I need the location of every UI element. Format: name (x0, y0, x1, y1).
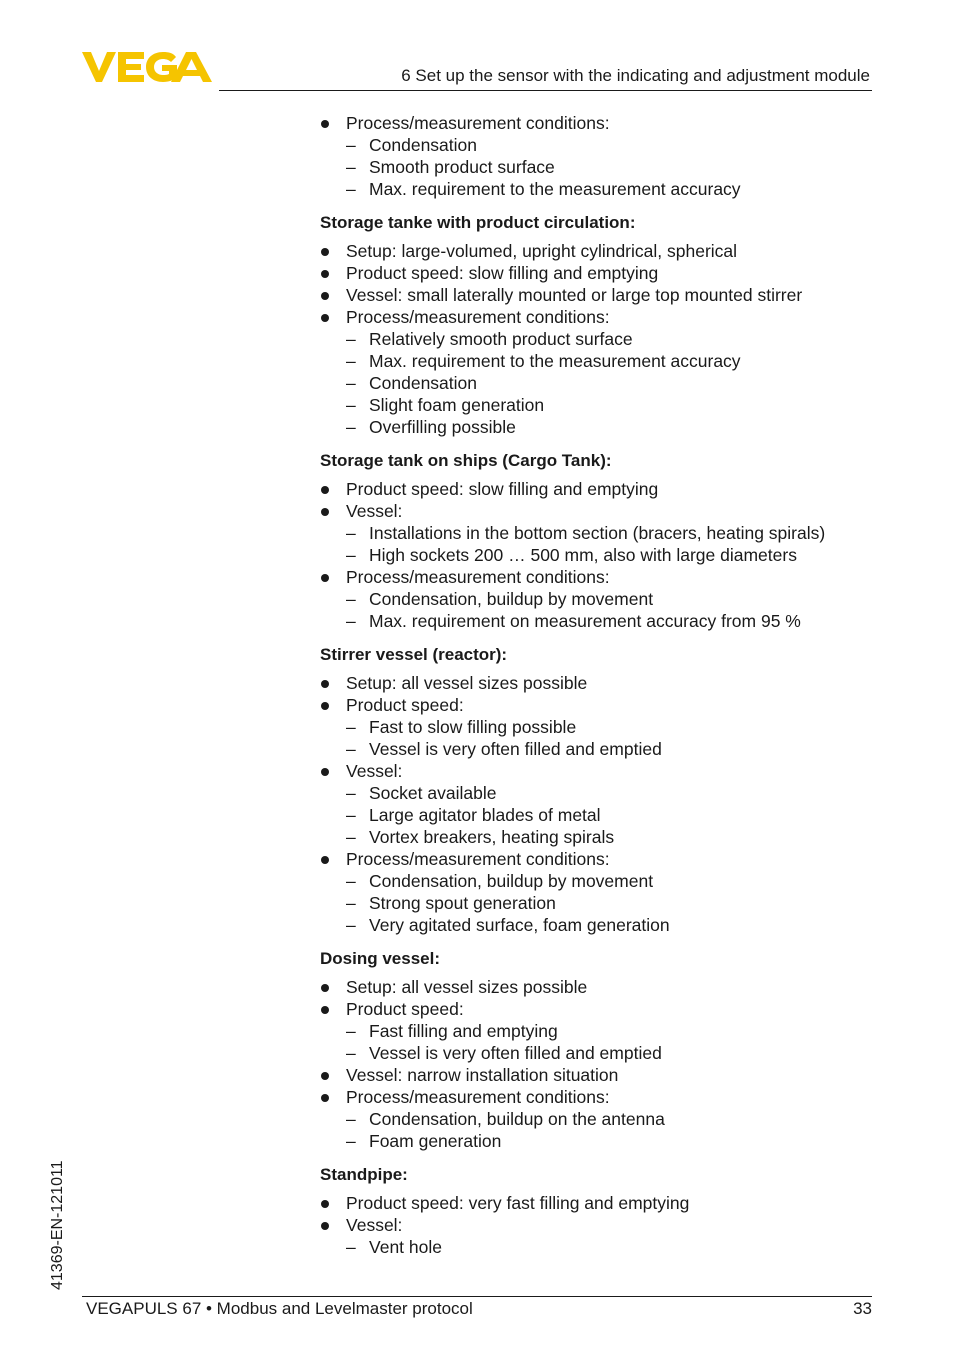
sub-list-item-text: Strong spout generation (369, 893, 556, 913)
sub-list (346, 328, 880, 438)
section-heading: Standpipe: (320, 1165, 408, 1184)
list-item-text: Setup: all vessel sizes possible (346, 673, 588, 693)
section (320, 644, 880, 936)
vega-logo (82, 51, 212, 83)
sub-list-item (346, 416, 880, 438)
sub-list-item-text: Max. requirement on measurement accuracy from 95 % (369, 611, 801, 631)
dash-icon: – (346, 135, 356, 155)
sub-list-item (346, 156, 880, 178)
bullet-list (320, 976, 880, 1152)
sub-list-item (346, 716, 880, 738)
list-item-text: Product speed: (346, 695, 464, 715)
list-item (320, 566, 880, 632)
sub-list (346, 1236, 880, 1258)
list-item-text: Product speed: very fast filling and emptying (346, 1193, 690, 1213)
dash-icon: – (346, 1109, 356, 1129)
sub-list-item-text: Smooth product surface (369, 157, 555, 177)
sub-list-item (346, 544, 880, 566)
sub-list-item-text: Condensation, buildup by movement (369, 871, 654, 891)
sub-list-item (346, 1020, 880, 1042)
list-item (320, 1064, 880, 1086)
bullet-icon (321, 984, 329, 992)
sub-list-item-text: Max. requirement to the measurement accuracy (369, 351, 741, 371)
list-item-text: Vessel: (346, 761, 403, 781)
sub-list-item (346, 892, 880, 914)
bullet-icon (321, 314, 329, 322)
sub-list-item (346, 134, 880, 156)
sub-list-item-text: Overfilling possible (369, 417, 516, 437)
list-item (320, 976, 880, 998)
sub-list-item (346, 826, 880, 848)
bullet-icon (321, 486, 329, 494)
header-divider (219, 90, 872, 91)
section (320, 450, 880, 632)
list-item (320, 1086, 880, 1152)
footer-divider (82, 1296, 872, 1297)
sub-list-item (346, 870, 880, 892)
bullet-icon (321, 574, 329, 582)
sub-list-item-text: Relatively smooth product surface (369, 329, 633, 349)
bullet-list (320, 672, 880, 936)
list-item-text: Process/measurement conditions: (346, 849, 610, 869)
list-item-text: Product speed: slow filling and emptying (346, 263, 659, 283)
sub-list-item (346, 610, 880, 632)
bullet-icon (321, 680, 329, 688)
list-item-text: Process/measurement conditions: (346, 567, 610, 587)
sub-list-item-text: Vessel is very often filled and emptied (369, 739, 662, 759)
bullet-icon (321, 292, 329, 300)
dash-icon: – (346, 545, 356, 565)
section-heading: Storage tanke with product circulation: (320, 213, 636, 232)
list-item-text: Product speed: slow filling and emptying (346, 479, 659, 499)
sub-list-item (346, 394, 880, 416)
sub-list-item (346, 328, 880, 350)
list-item (320, 262, 880, 284)
dash-icon: – (346, 1237, 356, 1257)
dash-icon: – (346, 373, 356, 393)
section (320, 1164, 880, 1258)
sub-list-item (346, 782, 880, 804)
sub-list-item-text: High sockets 200 … 500 mm, also with large diameters (369, 545, 797, 565)
list-item-text: Setup: large-volumed, upright cylindrical, spherical (346, 241, 738, 261)
sub-list (346, 870, 880, 936)
sub-list-item-text: Vent hole (369, 1237, 442, 1257)
dash-icon: – (346, 1131, 356, 1151)
list-item (320, 760, 880, 848)
list-item (320, 1192, 880, 1214)
dash-icon: – (346, 395, 356, 415)
sub-list-item (346, 522, 880, 544)
header-title: 6 Set up the sensor with the indicating and adjustment module (401, 66, 870, 85)
bullet-icon (321, 768, 329, 776)
sub-list (346, 782, 880, 848)
sub-list (346, 134, 880, 200)
list-item (320, 284, 880, 306)
section-heading: Dosing vessel: (320, 949, 440, 968)
sub-list-item (346, 1130, 880, 1152)
sub-list-item (346, 350, 880, 372)
dash-icon: – (346, 739, 356, 759)
sub-list (346, 522, 880, 566)
list-item-text: Vessel: (346, 1215, 403, 1235)
bullet-icon (321, 1094, 329, 1102)
bullet-icon (321, 120, 329, 128)
list-item-text: Process/measurement conditions: (346, 1087, 610, 1107)
dash-icon: – (346, 1043, 356, 1063)
sub-list-item-text: Large agitator blades of metal (369, 805, 601, 825)
dash-icon: – (346, 351, 356, 371)
dash-icon: – (346, 1021, 356, 1041)
sub-list (346, 588, 880, 632)
dash-icon: – (346, 915, 356, 935)
dash-icon: – (346, 717, 356, 737)
list-item (320, 672, 880, 694)
bullet-icon (321, 248, 329, 256)
sub-list-item (346, 1042, 880, 1064)
list-item (320, 112, 880, 200)
list-item-text: Vessel: narrow installation situation (346, 1065, 619, 1085)
dash-icon: – (346, 329, 356, 349)
sub-list-item (346, 914, 880, 936)
sub-list-item-text: Fast filling and emptying (369, 1021, 558, 1041)
main-content (320, 112, 880, 1258)
section (320, 112, 880, 200)
sub-list-item-text: Condensation (369, 135, 477, 155)
bullet-icon (321, 702, 329, 710)
dash-icon: – (346, 417, 356, 437)
bullet-list (320, 478, 880, 632)
sub-list-item-text: Foam generation (369, 1131, 502, 1151)
sub-list-item-text: Condensation (369, 373, 477, 393)
dash-icon: – (346, 805, 356, 825)
bullet-icon (321, 270, 329, 278)
list-item (320, 306, 880, 438)
sub-list (346, 1108, 880, 1152)
sub-list-item-text: Vortex breakers, heating spirals (369, 827, 615, 847)
section (320, 948, 880, 1152)
section (320, 212, 880, 438)
dash-icon: – (346, 827, 356, 847)
sub-list (346, 716, 880, 760)
sub-list-item-text: Very agitated surface, foam generation (369, 915, 670, 935)
sub-list (346, 1020, 880, 1064)
dash-icon: – (346, 589, 356, 609)
bullet-list (320, 112, 880, 200)
list-item (320, 848, 880, 936)
sub-list-item-text: Socket available (369, 783, 497, 803)
dash-icon: – (346, 611, 356, 631)
sub-list-item (346, 588, 880, 610)
bullet-icon (321, 1072, 329, 1080)
list-item-text: Process/measurement conditions: (346, 113, 610, 133)
list-item (320, 500, 880, 566)
list-item-text: Vessel: small laterally mounted or large top mounted stirrer (346, 285, 803, 305)
sub-list-item (346, 804, 880, 826)
list-item-text: Vessel: (346, 501, 403, 521)
list-item (320, 478, 880, 500)
bullet-icon (321, 1222, 329, 1230)
dash-icon: – (346, 179, 356, 199)
sub-list-item-text: Slight foam generation (369, 395, 545, 415)
bullet-list (320, 1192, 880, 1258)
document-code: 41369-EN-121011 (49, 1160, 66, 1290)
bullet-icon (321, 508, 329, 516)
sub-list-item (346, 738, 880, 760)
dash-icon: – (346, 783, 356, 803)
sub-list-item-text: Condensation, buildup by movement (369, 589, 654, 609)
footer-title: VEGAPULS 67 • Modbus and Levelmaster protocol (86, 1299, 473, 1318)
list-item-text: Setup: all vessel sizes possible (346, 977, 588, 997)
section-heading: Storage tank on ships (Cargo Tank): (320, 451, 612, 470)
sub-list-item (346, 1108, 880, 1130)
sub-list-item-text: Max. requirement to the measurement accuracy (369, 179, 741, 199)
sub-list-item (346, 372, 880, 394)
bullet-icon (321, 1200, 329, 1208)
sub-list-item (346, 1236, 880, 1258)
bullet-icon (321, 856, 329, 864)
sub-list-item-text: Vessel is very often filled and emptied (369, 1043, 662, 1063)
page-number: 33 (853, 1299, 872, 1318)
bullet-icon (321, 1006, 329, 1014)
dash-icon: – (346, 523, 356, 543)
sub-list-item-text: Installations in the bottom section (bracers, heating spirals) (369, 523, 826, 543)
list-item (320, 1214, 880, 1258)
list-item (320, 998, 880, 1064)
dash-icon: – (346, 157, 356, 177)
sub-list-item-text: Condensation, buildup on the antenna (369, 1109, 665, 1129)
dash-icon: – (346, 871, 356, 891)
sub-list-item-text: Fast to slow filling possible (369, 717, 577, 737)
list-item-text: Product speed: (346, 999, 464, 1019)
list-item (320, 694, 880, 760)
dash-icon: – (346, 893, 356, 913)
section-heading: Stirrer vessel (reactor): (320, 645, 508, 664)
bullet-list (320, 240, 880, 438)
sub-list-item (346, 178, 880, 200)
vega-logo-icon (82, 51, 212, 83)
list-item (320, 240, 880, 262)
list-item-text: Process/measurement conditions: (346, 307, 610, 327)
